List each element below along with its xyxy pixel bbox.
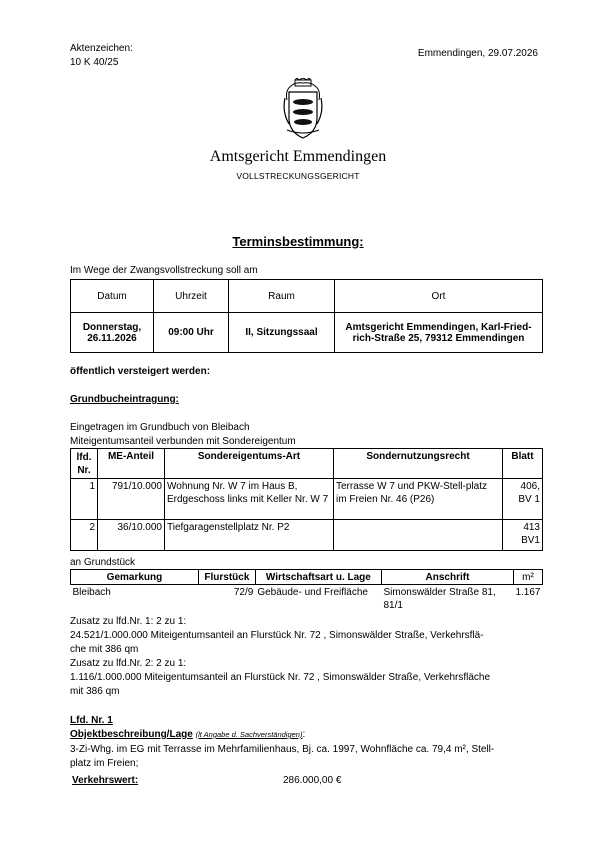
termin-header-uhrzeit: Uhrzeit (154, 280, 229, 313)
lfd-heading: Lfd. Nr. 1 (70, 715, 113, 726)
objekt-heading: Objektbeschreibung/Lage (70, 729, 193, 740)
se-nr: 2 (71, 520, 98, 551)
table-row (71, 520, 543, 551)
se-art: Tiefgaragenstellplatz Nr. P2 (165, 520, 334, 551)
court-name: Amtsgericht Emmendingen (209, 148, 387, 165)
zusatz-line: mit 386 qm (70, 686, 120, 697)
objekt-sub: (lt Angabe d. Sachverständigen) (195, 730, 303, 739)
objekt-sub-colon: : (302, 729, 306, 740)
place-date: Emmendingen, 29.07.2026 (417, 48, 538, 59)
se-snr: Terrasse W 7 und PKW-Stell-platz im Freien Nr. 46 (P26) (334, 479, 503, 520)
termin-ort-line2: rich-Straße 25, 79312 Emmendingen (352, 332, 525, 344)
zusatz-line: 24.521/1.000.000 Miteigentumsanteil an Flurstück Nr. 72 , Simonswälder Straße, Verkehrsflä- (70, 630, 484, 641)
objekt-line1: 3-Zi-Whg. im EG mit Terrasse im Mehrfamilienhaus, Bj. ca. 1997, Wohnfläche ca. 79,4 m², Stell- (70, 744, 495, 755)
zusatz-line: Zusatz zu lfd.Nr. 1: 2 zu 1: (70, 616, 187, 627)
gs-header-flaeche: m² (513, 570, 542, 585)
se-anteil: 791/10.000 (98, 479, 165, 520)
sondereigentum-table (70, 448, 543, 551)
aktenzeichen-value: 10 K 40/25 (70, 57, 119, 68)
zusatz-line: che mit 386 qm (70, 644, 139, 655)
se-blatt: 406, BV 1 (503, 479, 543, 520)
grundbuch-line2: Miteigentumsanteil verbunden mit Sondereigentum (70, 436, 296, 447)
se-anteil: 36/10.000 (98, 520, 165, 551)
termin-ort-line1: Amtsgericht Emmendingen, Karl-Fried- (345, 321, 532, 333)
court-department: VOLLSTRECKUNGSGERICHT (236, 171, 360, 181)
termin-table (70, 279, 543, 353)
coat-of-arms-icon (281, 78, 325, 140)
grundstueck-table (70, 569, 543, 615)
an-grundstueck: an Grundstück (70, 557, 136, 568)
termin-datum-weekday: Donnerstag, (82, 321, 142, 333)
se-snr (334, 520, 503, 551)
gs-header-anschrift: Anschrift (381, 570, 513, 585)
termin-uhrzeit: 09:00 Uhr (154, 313, 229, 353)
document-title: Terminsbestimmung: (232, 234, 364, 249)
grundbuch-line1: Eingetragen im Grundbuch von Bleibach (70, 422, 250, 433)
termin-header-ort: Ort (335, 280, 543, 313)
se-blatt: 413 BV1 (503, 520, 543, 551)
table-row (71, 585, 543, 616)
aktenzeichen-label: Aktenzeichen: (70, 43, 133, 54)
se-art: Wohnung Nr. W 7 im Haus B, Erdgeschoss links mit Keller Nr. W 7 (165, 479, 334, 520)
gs-header-wirtschaftsart: Wirtschaftsart u. Lage (255, 570, 381, 585)
objekt-heading-line (70, 729, 305, 740)
zusatz-line: 1.116/1.000.000 Miteigentumsanteil an Flurstück Nr. 72 , Simonswälder Straße, Verkehrsfläche (70, 672, 491, 683)
se-header-art: Sondereigentums-Art (165, 449, 334, 479)
versteigert-text: öffentlich versteigert werden: (70, 366, 211, 377)
termin-ort (335, 313, 543, 353)
termin-raum: II, Sitzungssaal (229, 313, 335, 353)
termin-datum (71, 313, 154, 353)
se-header-snr: Sondernutzungsrecht (334, 449, 503, 479)
objekt-description (70, 743, 550, 771)
objekt-line2: platz im Freien; (70, 758, 139, 769)
gs-flurstueck: 72/9 (233, 587, 254, 598)
gs-header-flurstueck: Flurstück (198, 570, 255, 585)
gs-anschrift: Simonswälder Straße 81, 81/1 (383, 587, 496, 611)
table-row (71, 479, 543, 520)
se-header-nr: lfd. Nr. (71, 449, 98, 479)
gs-gemarkung: Bleibach (72, 587, 111, 598)
se-header-blatt: Blatt (503, 449, 543, 479)
aktenzeichen (70, 42, 133, 70)
verkehrswert-value: 286.000,00 € (283, 775, 342, 786)
termin-header-datum: Datum (71, 280, 154, 313)
se-nr: 1 (71, 479, 98, 520)
grundbuch-heading: Grundbucheintragung: (70, 394, 179, 405)
gs-header-gemarkung: Gemarkung (71, 570, 199, 585)
termin-header-raum: Raum (229, 280, 335, 313)
intro-text: Im Wege der Zwangsvollstreckung soll am (70, 265, 258, 276)
verkehrswert-label: Verkehrswert: (72, 775, 139, 786)
zusatz-line: Zusatz zu lfd.Nr. 2: 2 zu 1: (70, 658, 187, 669)
gs-flaeche: 1.167 (515, 587, 541, 598)
gs-wirtschaftsart: Gebäude- und Freifläche (257, 587, 368, 598)
se-header-anteil: ME-Anteil (98, 449, 165, 479)
termin-datum-date: 26.11.2026 (87, 332, 137, 344)
